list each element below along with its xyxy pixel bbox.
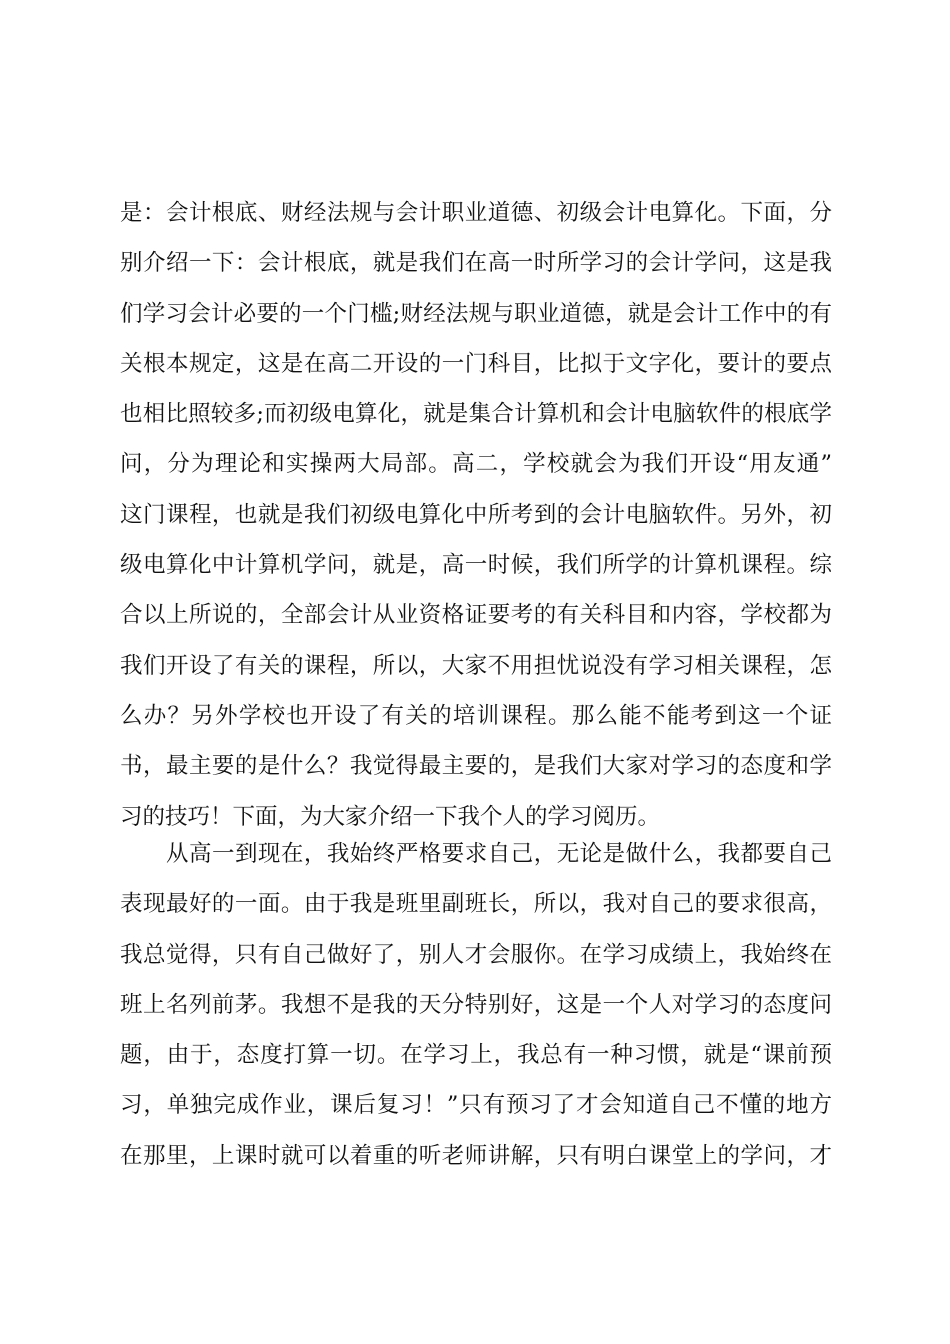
paragraph-line: 书，最主要的是什么？我觉得最主要的，是我们大家对学习的态度和学: [120, 753, 832, 780]
paragraph-line: 也相比照较多;而初级电算化，就是集合计算机和会计电脑软件的根底学: [120, 401, 832, 428]
paragraph-line: 是：会计根底、财经法规与会计职业道德、初级会计电算化。下面，分: [120, 200, 832, 226]
paragraph-line: 问，分为理论和实操两大局部。高二，学校就会为我们开设“用友通”: [120, 451, 832, 478]
paragraph-line: 合以上所说的，全部会计从业资格证要考的有关科目和内容，学校都为: [120, 602, 832, 629]
paragraph-line: 们学习会计必要的一个门槛;财经法规与职业道德，就是会计工作中的有: [120, 300, 832, 327]
paragraph-line: 从高一到现在，我始终严格要求自己，无论是做什么，我都要自己: [166, 841, 832, 867]
paragraph-line: 关根本规定，这是在高二开设的一门科目，比拟于文字化，要计的要点: [120, 350, 832, 377]
paragraph-line: 我总觉得，只有自己做好了，别人才会服你。在学习成绩上，我始终在: [120, 941, 832, 968]
paragraph-line: 习，单独完成作业，课后复习！”只有预习了才会知道自己不懂的地方: [120, 1092, 832, 1119]
paragraph-line: 么办？另外学校也开设了有关的培训课程。那么能不能考到这一个证: [120, 702, 832, 729]
paragraph-line: 题，由于，态度打算一切。在学习上，我总有一种习惯，就是“课前预: [120, 1042, 832, 1069]
paragraph-2: [120, 829, 832, 1181]
paragraph-1: [120, 188, 832, 842]
paragraph-line: 我们开设了有关的课程，所以，大家不用担忧说没有学习相关课程，怎: [120, 652, 832, 679]
paragraph-line: 别介绍一下：会计根底，就是我们在高一时所学习的会计学问，这是我: [120, 250, 832, 277]
paragraph-line: 表现最好的一面。由于我是班里副班长，所以，我对自己的要求很高，: [120, 891, 832, 918]
paragraph-line: 习的技巧！下面，为大家介绍一下我个人的学习阅历。: [120, 803, 661, 830]
paragraph-line: 在那里，上课时就可以着重的听老师讲解，只有明白课堂上的学问，才: [120, 1142, 832, 1169]
paragraph-line: 班上名列前茅。我想不是我的天分特别好，这是一个人对学习的态度问: [120, 991, 832, 1018]
paragraph-line: 这门课程，也就是我们初级电算化中所考到的会计电脑软件。另外，初: [120, 501, 832, 528]
paragraph-line: 级电算化中计算机学问，就是，高一时候，我们所学的计算机课程。综: [120, 552, 832, 579]
